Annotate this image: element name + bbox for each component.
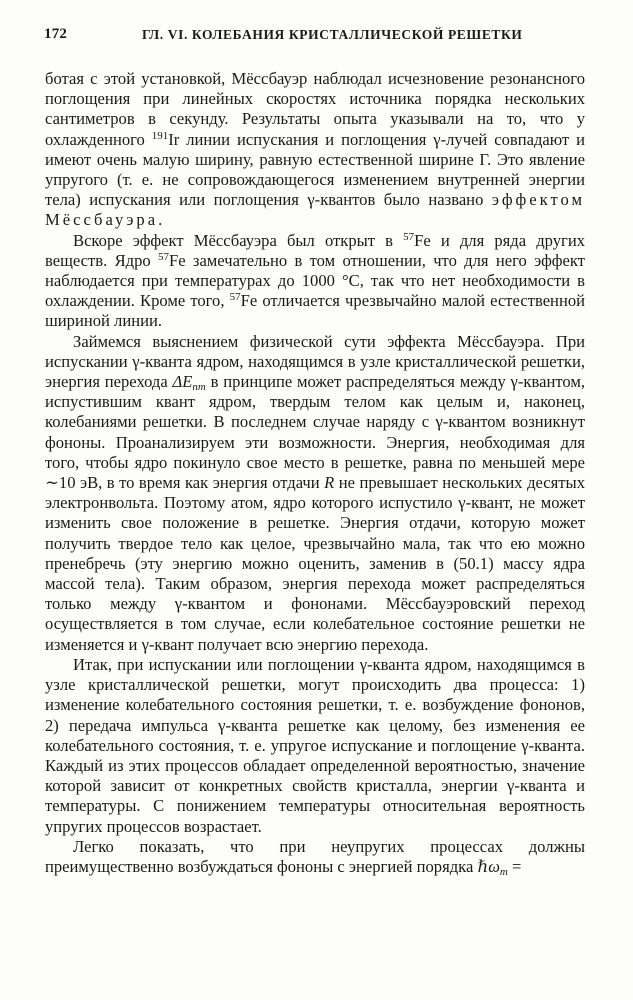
running-head: ГЛ. VI. КОЛЕБАНИЯ КРИСТАЛЛИЧЕСКОЙ РЕШЕТКИ: [142, 27, 523, 42]
paragraph-1: ботая с этой установкой, Мёссбауэр наблюдал исчезновение резонансного поглощения при линейных скоростях источника порядка нескольких сантиметров в секунду. Результаты опыта указывали на то, что у охлажденного $^{191}$Ir линии испускания и поглощения γ-лучей совпадают и имеют очень малую ширину, равную естественной ширине Г. Это явление упругого (т. е. не сопровождающегося изменением внутренней энергии тела) испускания или поглощения γ-квантов было названо эффектом Мёссбауэра.: [45, 69, 585, 230]
body-text: [45, 69, 585, 877]
paragraph-2: Вскоре эффект Мёссбауэра был открыт в $^{57}$Fe и для ряда других веществ. Ядро $^{57}$Fe замечательно в том отношении, что для него эффект наблюдается при температурах до 1000 °С, так что нет необходимости в охлаждении. Кроме того, $^{57}$Fe отличается чрезвычайно малой естественной шириной линии.: [45, 230, 585, 331]
emphasized-term: эффектом Мёссбауэра: [45, 190, 585, 230]
page-number: 172: [44, 26, 68, 42]
paragraph-5: Легко показать, что при неупругих процессах должны преимущественно возбуждаться фононы с энергией порядка ℏω$_m$ =: [45, 836, 585, 878]
paragraph-4: Итак, при испускании или поглощении γ-кванта ядром, находящимся в узле кристаллической решетки, могут происходить два процесса: 1) изменение колебательного состояния решетки, т. е. возбуждение фононов, 2) передача импульса γ-кванта решетке как целому, без изменения ее колебательного состояния, т. е. упругое испускание и поглощение γ-кванта. Каждый из этих процессов обладает определенной вероятностью, значение которой зависит от конкретных свойств кристалла, энергии γ-кванта и температуры. С понижением температуры относительная вероятность упругих процессов возрастает.: [45, 654, 585, 836]
paragraph-3: Займемся выяснением физической сути эффекта Мёссбауэра. При испускании γ-кванта ядром, находящимся в узле кристаллической решетки, энергия перехода $\Delta E_{nm}$ в принципе может распределяться между γ-квантом, испустившим квант ядром, твердым телом как целым и, наконец, колебаниями решетки. В последнем случае наряду с γ-квантом возникнут фононы. Проанализируем эти возможности. Энергия, необходимая для того, чтобы ядро покинуло свое место в решетке, равна по меньшей мере ∼10 эВ, в то время как энергия отдачи R не превышает нескольких десятых электронвольта. Поэтому атом, ядро которого испустило γ-квант, не может изменить свое положение в решетке. Энергия отдачи, которую может получить твердое тело как целое, чрезвычайно мала, так что ею можно пренебречь (эту энергию можно оценить, заменив в (50.1) массу ядра массой тела). Таким образом, энергия перехода может распределяться только между γ-квантом и фононами. Мёссбауэровский переход осуществляется в том случае, если колебательное состояние решетки не изменяется и γ-квант получает всю энергию перехода.: [45, 331, 585, 654]
page-header: [44, 26, 604, 50]
